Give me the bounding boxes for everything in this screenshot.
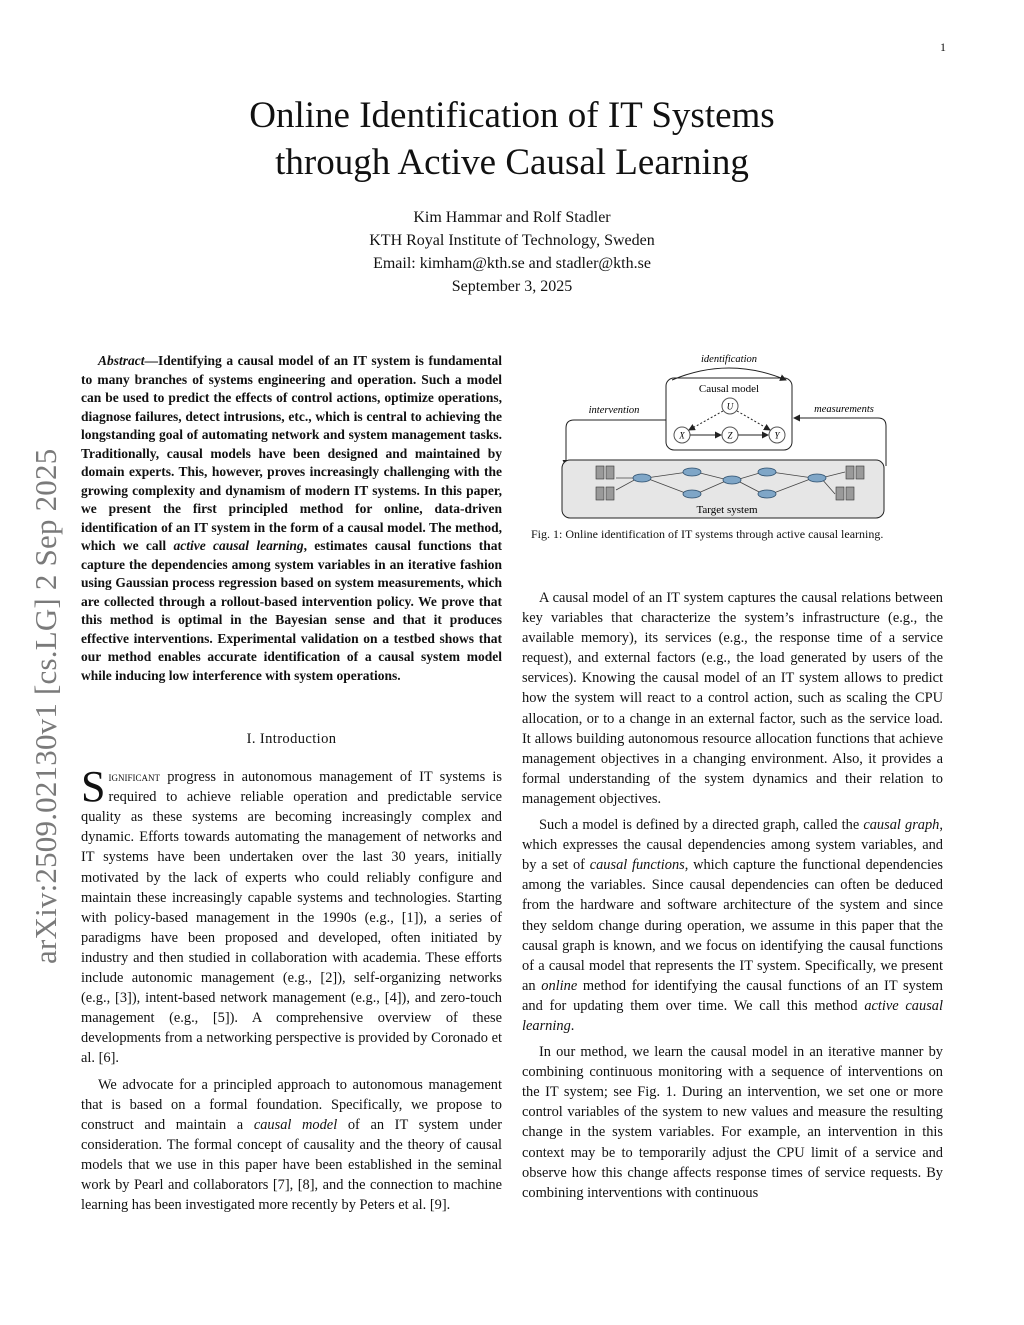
figure-1 (560, 348, 890, 520)
date: September 3, 2025 (451, 278, 573, 295)
email: Email: kimham@kth.se and stadler@kth.se (373, 255, 651, 272)
intro-p2-a: We advocate for a principled approach to autonomous management that is based on a formal foundation. Specifically, we propose to construct and maintain a (81, 1076, 502, 1133)
title-line-1: Online Identification of IT Systems (249, 95, 775, 136)
causal-model-label: Causal model (698, 383, 760, 395)
figure-1-caption: Fig. 1: Online identification of IT systems through active causal learning. (531, 527, 884, 541)
intro-p2-b: of an IT system under consideration. The formal concept of causality and the theory of causal models that we use in this paper have been established in the seminal work by Pearl and collaborators [7], [8], and the connection to machine learning has been investigated more recently by Peters et al. [9]. (81, 1116, 502, 1214)
figure-diagram (560, 348, 890, 520)
abstract-label: Abstract (98, 353, 145, 368)
target-system-label: Target system (696, 504, 758, 516)
intro-p2-em: causal model (253, 1116, 338, 1133)
dropcap: S (81, 762, 106, 812)
right-p2-d: method for identifying the causal functions of an IT system and for updating them over time. We call this method (522, 977, 944, 1014)
right-paragraph-3: In our method, we learn the causal model in an iterative manner by combining continuous monitoring with a sequence of interventions on the IT system; see Fig. 1. During an intervention, we set one or more control variables of the system to new values and measure the resulting change in the system variables. For example, an intervention in this context may be to temporarily adjust the CPU limit of a service and observe how this change affects response times of service requests. By combining interventions with continuous (522, 1044, 943, 1201)
authors: Kim Hammar and Rolf Stadler (413, 209, 611, 226)
intervention-label: intervention (588, 405, 640, 416)
page-number: 1 (940, 40, 946, 54)
author-block (0, 206, 1024, 298)
right-p2-c: , which capture the functional dependencies among the variables. Since causal dependencies can often be deduced from the hardware and software architecture of the system and since they seldom change during operation, we assume in this paper that the causal graph is known, and we focus on identifying the causal functions of a causal model that represents the IT system. Specifically, we present an (522, 857, 943, 994)
intervention-arrow (566, 420, 666, 466)
identification-label: identification (701, 354, 757, 365)
right-p2-em4: active causal learning (522, 997, 943, 1034)
title-block (0, 92, 1024, 298)
affiliation: KTH Royal Institute of Technology, Sweden (369, 232, 655, 249)
right-p2-e: . (570, 1017, 575, 1034)
right-paragraph-1: A causal model of an IT system captures the causal relations between key variables that characterize the system’s infrastructure (e.g., the available memory), its services (e.g., the response time of a service request), and external factors (e.g., the load generated by users of the services). Knowing the causal model of an IT system allows to predict how the system will react to a control action, such as scaling the CPU allocation, or to a change in an external factor, such as the service load. It allows building autonomous resource allocation functions that achieve management objectives in a changing environment. Also, it provides a formal understanding of the system dynamics and their relation to management objectives. (522, 590, 943, 807)
title-line-2: through Active Causal Learning (275, 142, 749, 183)
abstract (81, 352, 502, 685)
node-z-label: Z (727, 430, 733, 441)
arxiv-stamp: arXiv:2509.02130v1 [cs.LG] 2 Sep 2025 (28, 448, 63, 964)
intro-paragraph-2 (81, 1075, 502, 1216)
abstract-text-after: , estimates causal functions that capture the dependencies among system variables in an iterative fashion using Gaussian process regression based on system measurements, which are collected through a rollout-based intervention policy. We prove that this method is optimal in the Bayesian sense and that it produces effective interventions. Experimental validation on a testbed shows that our method enables accurate identification of a causal system model while inducing low interference with system operations. (81, 538, 502, 683)
abstract-text: —Identifying a causal model of an IT system is fundamental to many branches of systems engineering and operation. Such a model can be used to predict the effects of control actions, optimize operations, diagnose failures, detect intrusions, etc., which is central to achieving the longstanding goal of automating network and system management tasks. Traditionally, causal models have been designed and maintained by domain experts. This, however, proves increasingly challenging with the growing complexity and dynamism of modern IT systems. In this paper, we present the first principled method for online, data-driven identification of an IT system in the form of a causal model. The method, which we call (81, 353, 502, 553)
right-p2-em1: causal graph (863, 817, 940, 834)
intro-paragraph-1 (81, 762, 502, 1068)
node-x-label: X (679, 430, 685, 441)
abstract-method-name: active causal learning (173, 538, 304, 553)
left-column (81, 352, 502, 1215)
right-paragraph-2 (522, 815, 943, 1036)
right-column (522, 588, 943, 1203)
right-p2-a: Such a model is defined by a directed graph, called the (539, 817, 864, 834)
node-y-label: Y (774, 430, 780, 441)
paper-title (0, 92, 1024, 186)
measurements-arrow (794, 418, 886, 466)
right-p2-em2: causal functions (589, 857, 685, 874)
right-p2-em3: online (541, 977, 578, 994)
measurements-label: measurements (814, 404, 874, 415)
intro-paragraph-1-text: progress in autonomous management of IT systems is required to achieve reliable operation and predictable service quality as these systems are becoming increasingly complex and dynamic. Efforts towards automating the management of networks and IT systems have been undertaken over the last 30 years, initially motivated by the lack of experts who could reliably configure and maintain these increasingly capable systems and technologies. Starting with policy-based management in the 1990s (e.g., [1]), a series of paradigms have been proposed and developed, often initiated by industry and then studied in collaboration with academia. These efforts include autonomic management (e.g., [2]), self-organizing networks (e.g., [3]), intent-based network management (e.g., [4]), and zero-touch management (e.g., [5]). A comprehensive overview of these developments from a networking perspective is provided by Coronado et al. [6]. (81, 769, 502, 1067)
section-heading-introduction: I. Introduction (246, 731, 337, 747)
intro-lead-word: ignificant (108, 769, 160, 785)
right-p2-b: , which expresses the causal dependencies among system variables, and by a set of (522, 817, 943, 874)
node-u-label: U (726, 401, 734, 412)
